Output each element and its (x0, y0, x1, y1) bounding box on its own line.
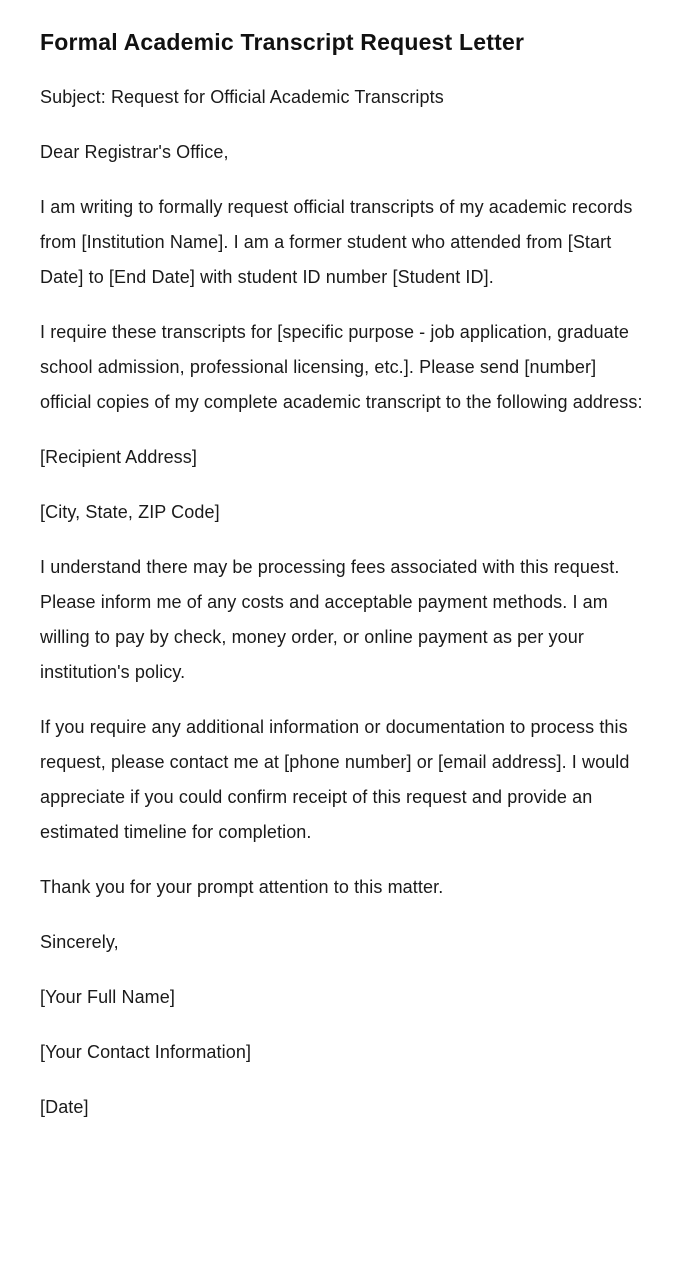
letter-paragraph: Subject: Request for Official Academic Transcripts (40, 87, 444, 107)
letter-body (40, 80, 645, 1125)
letter-paragraph: [Date] (40, 1097, 89, 1117)
letter-paragraph: Thank you for your prompt attention to this matter. (40, 877, 444, 897)
letter-paragraph: If you require any additional information or documentation to process this request, please contact me at [phone number] or [email address]. I would appreciate if you could confirm receipt of this request and provide an estimated timeline for completion. (40, 717, 630, 842)
letter-paragraph: I understand there may be processing fees associated with this request. Please inform me of any costs and acceptable payment methods. I am willing to pay by check, money order, or online payment as per your institution's policy. (40, 557, 620, 682)
letter-paragraph: I am writing to formally request official transcripts of my academic records from [Institution Name]. I am a former student who attended from [Start Date] to [End Date] with student ID number [Student ID]. (40, 197, 633, 287)
letter-paragraph: Dear Registrar's Office, (40, 142, 229, 162)
letter-paragraph: I require these transcripts for [specific purpose - job application, graduate school admission, professional licensing, etc.]. Please send [number] official copies of my complete academic transcript to the following address: (40, 322, 643, 412)
letter-paragraph: [Your Contact Information] (40, 1042, 252, 1062)
letter-paragraph: [Your Full Name] (40, 987, 175, 1007)
letter-paragraph: Sincerely, (40, 932, 119, 952)
letter-paragraph: [City, State, ZIP Code] (40, 502, 220, 522)
letter-paragraph: [Recipient Address] (40, 447, 197, 467)
page-title: Formal Academic Transcript Request Letter (40, 29, 525, 55)
